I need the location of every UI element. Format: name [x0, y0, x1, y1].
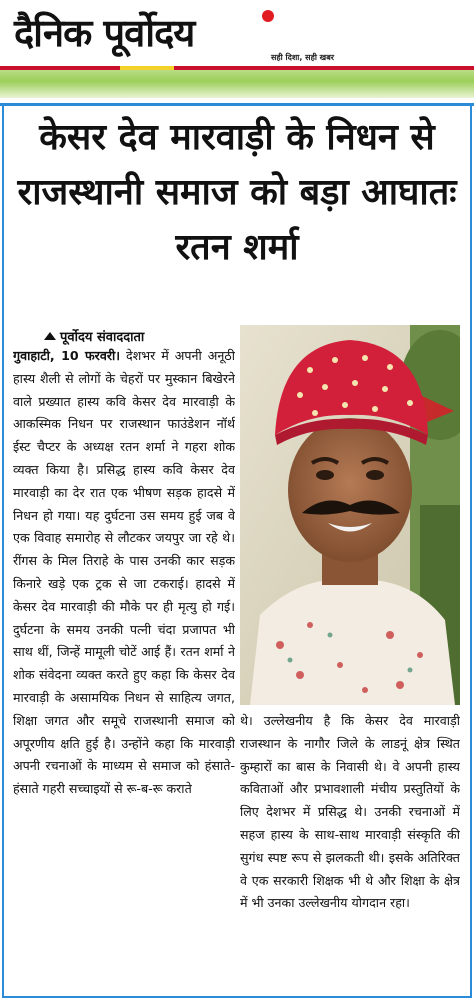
article-body-left-column [13, 345, 235, 993]
masthead-green-band [0, 70, 474, 98]
article-headline: केसर देव मारवाड़ी के निधन से राजस्थानी समाज को बड़ा आघातः रतन शर्मा [17, 117, 457, 268]
portrait-illustration [240, 325, 460, 705]
article-body-right-column: थे। उल्लेखनीय है कि केसर देव मारवाड़ी राजस्थान के नागौर जिले के लाडनूं क्षेत्र स्थित कुम्हारों का बास के निवासी थे। वे अपनी हास्य कविताओं और प्रभावशाली मंचीय प्रस्तुतियों के लिए देशभर में प्रसिद्ध थे। उनकी रचनाओं में सहज हास्य के साथ-साथ मारवाड़ी संस्कृति की सुगंध स्पष्ट रूप से झलकती थी। इसके अतिरिक्त वे एक सरकारी शिक्षक भी थे और शिक्षा के क्षेत्र में भी उनका उल्लेखनीय योगदान रहा। [240, 713, 460, 911]
masthead [0, 0, 474, 98]
newspaper-title: दैनिक पूर्वोदय [14, 11, 195, 55]
byline-triangle-icon [44, 332, 56, 340]
body-text-left: देशभर में अपनी अनूठी हास्य शैली से लोगों के चेहरों पर मुस्कान बिखेरने वाले प्रख्यात हास्य कवि केसर देव मारवाड़ी के आकस्मिक निधन पर राजस्थान फाउंडेशन नॉर्थ ईस्ट चैप्टर के अध्यक्ष रतन शर्मा ने गहरा शोक व्यक्त किया है। प्रसिद्ध हास्य कवि केसर देव मारवाड़ी का देर रात एक भीषण सड़क हादसे में निधन हो गया। यह दुर्घटना उस समय हुई जब वे एक विवाह समारोह से लौटकर जयपुर जा रहे थे। रींगस के मिल तिराहे के पास उनकी कार सड़क किनारे खड़े एक ट्रक से जा टकराई। हादसे में केसर देव मारवाड़ी की मौके पर ही मृत्यु हो गई। दुर्घटना के समय उनकी पत्नी चंदा प्रजापत भी साथ थीं, जिन्हें मामूली चोटें आई हैं। रतन शर्मा ने शोक संवेदना व्यक्त करते हुए कहा कि केसर देव मारवाड़ी के असामयिक निधन से साहित्य जगत, शिक्षा जगत और समूचे राजस्थानी समाज को अपूरणीय क्षति हुई है। उन्होंने कहा कि मारवाड़ी अपनी रचनाओं के माध्यम से समाज को हंसाते-हंसाते गहरी सच्चाइयों से रू-ब-रू कराते [13, 348, 235, 797]
dateline: गुवाहाटी, 10 फरवरी। [13, 348, 121, 363]
newspaper-tagline: सही दिशा, सही खबर [271, 53, 335, 62]
masthead-red-dot [262, 10, 274, 22]
portrait-photo [240, 325, 460, 705]
byline-text: पूर्वोदय संवाददाता [60, 330, 145, 345]
byline [44, 327, 144, 345]
